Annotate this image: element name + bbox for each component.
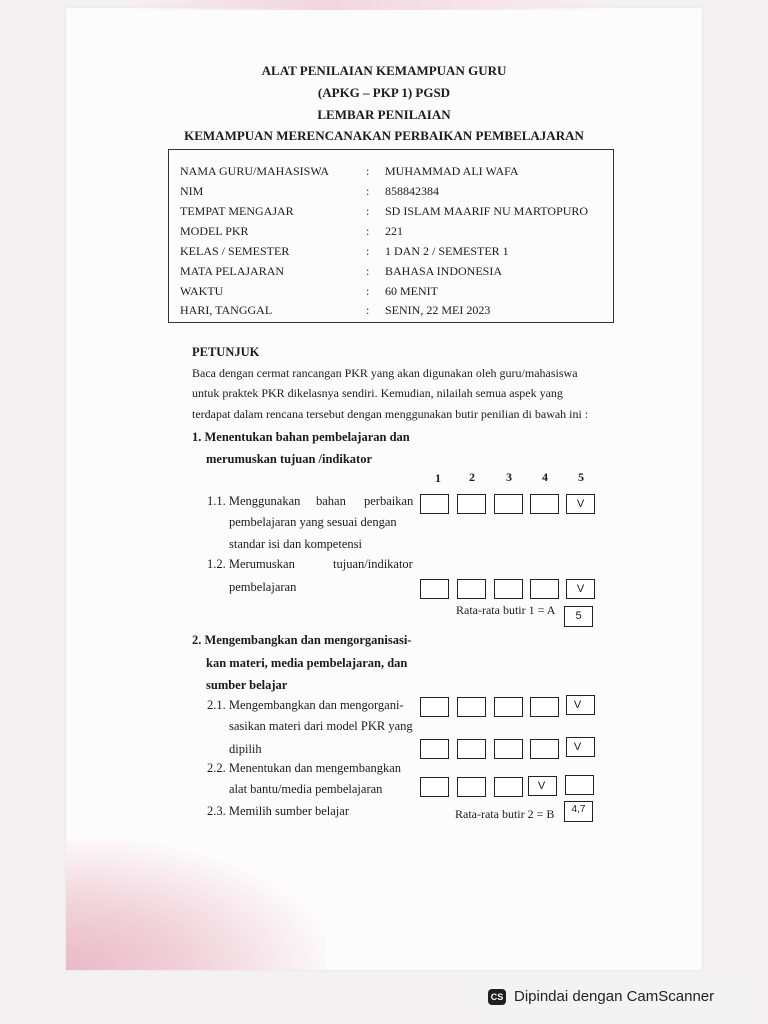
scale-label: 1 [435,471,441,485]
section-2-heading-cont: sumber belajar [206,678,288,692]
rating-box-1-1-score-3[interactable] [494,494,523,514]
item-1-2-text: tujuan/indikator [333,557,413,571]
rating-box-1-1-score-1[interactable] [420,494,449,514]
identity-label: HARI, TANGGAL [180,303,273,317]
rating-box-2-2-score-2[interactable] [457,777,486,797]
scale-label: 5 [578,470,584,484]
scale-label: 2 [469,470,475,484]
rating-box-2-1a-score-1[interactable] [420,697,449,717]
identity-value: 60 MENIT [385,284,438,298]
petunjuk-text-line: Baca dengan cermat rancangan PKR yang akan digunakan oleh guru/mahasiswa [192,366,578,380]
item-1-2-text: pembelajaran [229,580,297,594]
identity-label: NAMA GURU/MAHASISWA [180,164,330,178]
check-mark: V [573,741,582,753]
identity-colon: : [366,303,370,317]
petunjuk-text-line: untuk praktek PKR dikelasnya sendiri. Kemudian, nilailah semua aspek yang [192,386,563,400]
scan-tint-top [120,0,620,10]
identity-value: 1 DAN 2 / SEMESTER 1 [385,244,509,258]
identity-value: BAHASA INDONESIA [385,264,503,278]
rating-box-2-1b-score-4[interactable] [530,739,559,759]
scan-tint-corner [66,840,326,970]
rating-box-1-2-score-3[interactable] [494,579,523,599]
rating-box-1-2-score-1[interactable] [420,579,449,599]
identity-label: KELAS / SEMESTER [180,244,290,258]
rating-box-2-1a-score-2[interactable] [457,697,486,717]
scale-label: 3 [506,470,512,484]
section-2-heading-cont: kan materi, media pembelajaran, dan [206,656,408,670]
section-1-heading: 1. Menentukan bahan pembelajaran dan [192,430,410,444]
title-line-2: (APKG – PKP 1) PGSD [317,85,451,100]
identity-label: WAKTU [180,284,224,298]
identity-value: SD ISLAM MAARIF NU MARTOPURO [385,204,589,218]
item-1-1-text: perbaikan [364,494,414,508]
identity-value: 221 [385,224,403,238]
identity-colon: : [366,184,370,198]
item-2-2-text: alat bantu/media pembelajaran [229,782,383,796]
identity-colon: : [366,224,370,238]
rating-box-1-2-score-2[interactable] [457,579,486,599]
identity-label: MODEL PKR [180,224,249,238]
check-mark: V [576,498,585,510]
item-1-1-text: bahan [316,494,346,508]
section-2-heading: 2. Mengembangkan dan mengorganisasi- [192,633,412,647]
rating-box-1-1-score-4[interactable] [530,494,559,514]
camscanner-logo: CS [488,989,506,1005]
check-mark: V [537,780,546,792]
scale-label: 4 [542,470,548,484]
average-2-label: Rata-rata butir 2 = B [455,807,555,821]
item-1-1-text: standar isi dan kompetensi [229,537,362,551]
title-line-4: KEMAMPUAN MERENCANAKAN PERBAIKAN PEMBELAJARAN [184,128,584,143]
rating-box-2-1b-score-2[interactable] [457,739,486,759]
item-2-2-text: 2.2. Menentukan dan mengembangkan [207,761,402,775]
petunjuk-text-line: terdapat dalam rencana tersebut dengan menggunakan butir penilian di bawah ini : [192,407,589,421]
rating-box-2-1b-score-1[interactable] [420,739,449,759]
camscanner-text: Dipindai dengan CamScanner [514,988,715,1005]
identity-label: MATA PELAJARAN [180,264,285,278]
identity-colon: : [366,284,370,298]
identity-colon: : [366,204,370,218]
check-mark: V [573,699,582,711]
section-1-heading-cont: merumuskan tujuan /indikator [206,452,373,466]
rating-box-1-1-score-2[interactable] [457,494,486,514]
rating-box-2-1a-score-4[interactable] [530,697,559,717]
rating-box-2-2-score-3[interactable] [494,777,523,797]
average-1-label: Rata-rata butir 1 = A [456,603,556,617]
rating-box-1-2-score-4[interactable] [530,579,559,599]
title-line-1: ALAT PENILAIAN KEMAMPUAN GURU [261,63,507,78]
identity-colon: : [366,164,370,178]
item-1-1-text: pembelajaran yang sesuai dengan [229,515,397,529]
identity-value: MUHAMMAD ALI WAFA [385,164,519,178]
identity-label: NIM [180,184,204,198]
item-2-1-text: sasikan materi dari model PKR yang [229,719,413,733]
rating-box-2-1a-score-3[interactable] [494,697,523,717]
item-2-1-text: dipilih [229,742,262,756]
item-2-3-text: 2.3. Memilih sumber belajar [207,804,349,818]
petunjuk-heading: PETUNJUK [192,345,260,359]
identity-label: TEMPAT MENGAJAR [180,204,294,218]
identity-colon: : [366,264,370,278]
average-2-value: 4,7 [571,804,586,815]
item-1-2-text: 1.2. Merumuskan [207,557,295,571]
identity-value: SENIN, 22 MEI 2023 [385,303,491,317]
rating-box-2-1b-score-3[interactable] [494,739,523,759]
identity-colon: : [366,244,370,258]
rating-box-2-2-score-1[interactable] [420,777,449,797]
item-2-1-text: 2.1. Mengembangkan dan mengorgani- [207,698,404,712]
title-line-3: LEMBAR PENILAIAN [317,107,451,122]
average-1-value: 5 [575,610,582,622]
check-mark: V [576,583,585,595]
identity-value: 858842384 [385,184,439,198]
item-1-1-text: 1.1. Menggunakan [207,494,301,508]
rating-box-2-2-score-5[interactable] [565,775,594,795]
